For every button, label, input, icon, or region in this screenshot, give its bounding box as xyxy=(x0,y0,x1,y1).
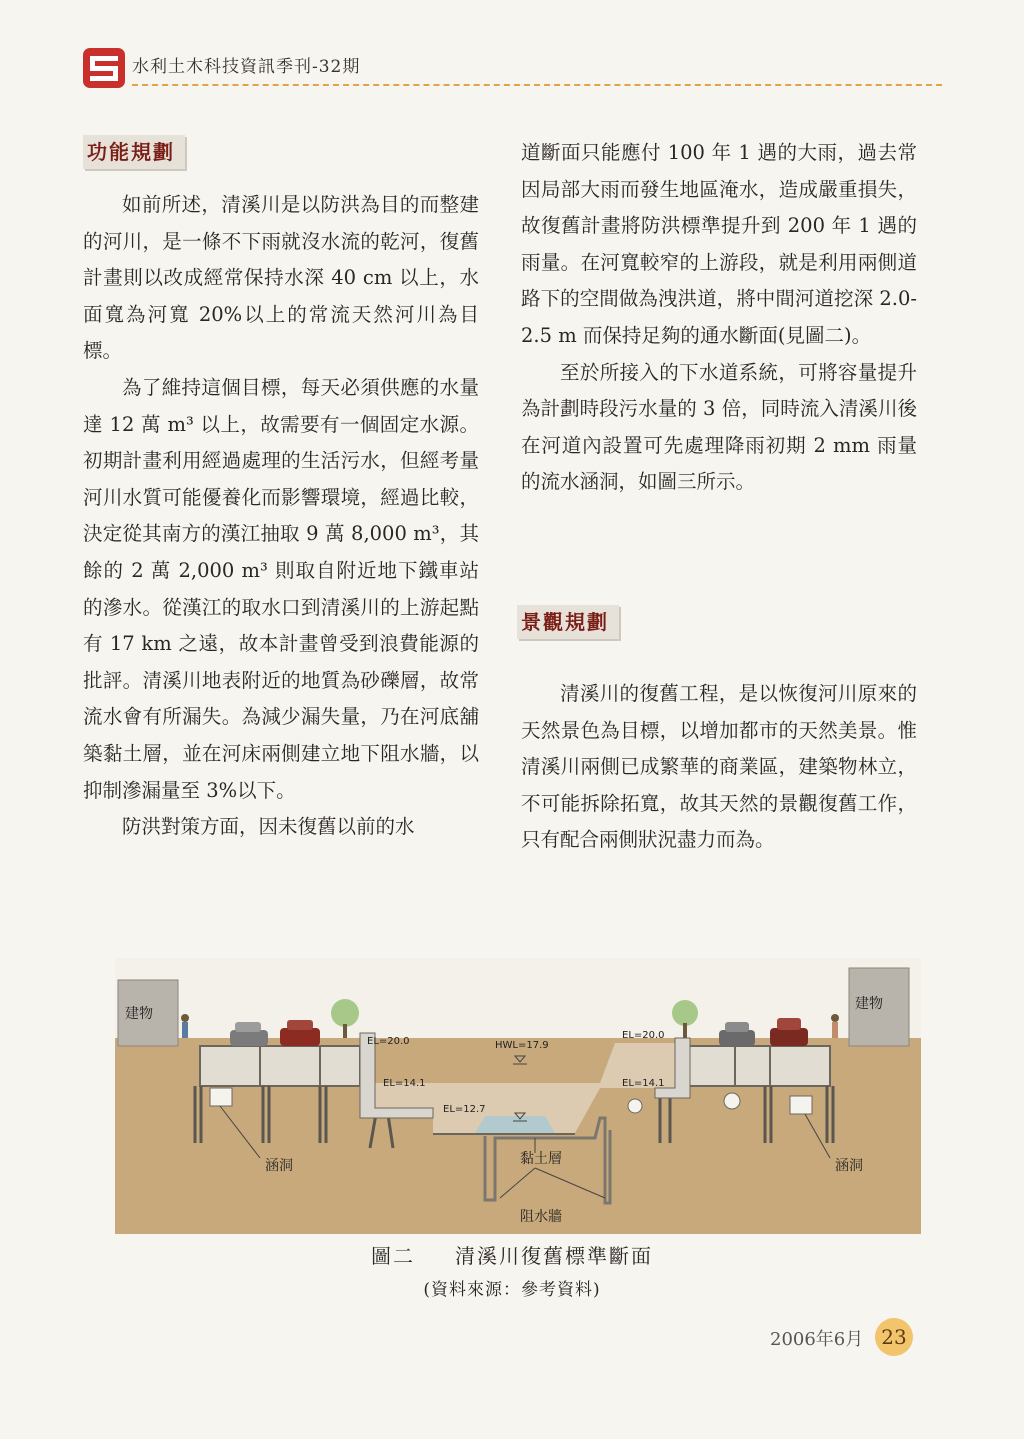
left-column xyxy=(83,187,479,846)
label-cutoff-wall: 阻水牆 xyxy=(520,1209,562,1225)
section-heading-landscape-planning: 景觀規劃 xyxy=(517,605,619,639)
label-clay-layer: 黏土層 xyxy=(520,1151,562,1167)
right-column-lower xyxy=(521,676,917,859)
journal-logo-icon xyxy=(83,48,125,88)
right-culvert-box xyxy=(680,1046,830,1086)
cross-section-diagram xyxy=(115,958,921,1234)
water-surface xyxy=(475,1116,555,1133)
right-drain-pipe xyxy=(724,1093,740,1109)
label-el-20-right: EL=20.0 xyxy=(622,1030,665,1041)
channel-drain-pipe xyxy=(628,1099,642,1113)
label-building-left: 建物 xyxy=(125,1006,153,1022)
label-building-right: 建物 xyxy=(855,996,883,1012)
left-culvert-box xyxy=(200,1046,360,1086)
right-paragraph-3: 清溪川的復舊工程，是以恢復河川原來的天然景色為目標，以增加都市的天然美景。惟清溪川兩側已成繁華的商業區，建築物林立，不可能拆除拓寬，故其天然的景觀復舊工作，只有配合兩側狀況盡力而為。 xyxy=(521,682,917,852)
label-hwl: HWL=17.9 xyxy=(495,1040,549,1051)
page-number: 23 xyxy=(875,1318,913,1356)
figure-caption xyxy=(0,1240,1024,1269)
left-paragraph-1: 如前所述，清溪川是以防洪為目的而整建的河川，是一條不下雨就沒水流的乾河，復舊計畫則以改成經常保持水深 40 cm 以上，水面寬為河寬 20%以上的常流天然河川為目標。 xyxy=(83,193,479,363)
figure-caption-number: 圖二 xyxy=(371,1244,415,1268)
footer-date: 2006年6月 xyxy=(770,1329,864,1350)
right-column xyxy=(521,135,917,501)
right-small-culvert xyxy=(790,1096,812,1114)
journal-title: 水利土木科技資訊季刊-32期 xyxy=(132,57,361,77)
left-paragraph-2: 為了維持這個目標，每天必須供應的水量達 12 萬 m³ 以上，故需要有一個固定水源。初期計畫利用經過處理的生活污水，但經考量河川水質可能優養化而影響環境，經過比較，決定從其南方的漢江抽取 9 萬 8,000 m³，其餘的 2 萬 2,000 m³ 則取自附近地下鐵車站的滲水。從漢江的取水口到清溪川的上游起點有 17 km 之遠，故本計畫曾受到浪費能源的批評。清溪川地表附近的地質為砂礫層，故常流水會有所漏失。為減少漏失量，乃在河底舖築黏土層，並在河床兩側建立地下阻水牆，以抑制滲漏量至 3%以下。 xyxy=(83,375,479,802)
label-el-14-left: EL=14.1 xyxy=(383,1078,426,1089)
label-el-20-left: EL=20.0 xyxy=(367,1036,410,1047)
label-culvert-left: 涵洞 xyxy=(265,1158,293,1174)
left-paragraph-3: 防洪對策方面，因未復舊以前的水 xyxy=(122,815,415,839)
header-rule xyxy=(132,84,942,86)
figure-caption-title: 清溪川復舊標準斷面 xyxy=(455,1244,653,1268)
left-small-culvert xyxy=(210,1088,232,1106)
right-paragraph-2: 至於所接入的下水道系統，可將容量提升為計劃時段污水量的 3 倍，同時流入清溪川後在河道內設置可先處理降雨初期 2 mm 雨量的流水涵洞，如圖三所示。 xyxy=(521,360,917,494)
label-el-12: EL=12.7 xyxy=(443,1104,486,1115)
label-el-14-right: EL=14.1 xyxy=(622,1078,665,1089)
section-heading-function-planning: 功能規劃 xyxy=(83,135,185,169)
cross-section-figure xyxy=(115,958,921,1234)
right-paragraph-1: 道斷面只能應付 100 年 1 遇的大雨，過去常因局部大雨而發生地區淹水，造成嚴重損失，故復舊計畫將防洪標準提升到 200 年 1 遇的雨量。在河寬較窄的上游段，就是利用兩側道路下的空間做為洩洪道，將中間河道挖深 2.0-2.5 m 而保持足夠的通水斷面(見圖二)。 xyxy=(521,141,917,347)
figure-source: (資料來源：參考資料) xyxy=(423,1280,601,1300)
label-culvert-right: 涵洞 xyxy=(835,1158,863,1174)
